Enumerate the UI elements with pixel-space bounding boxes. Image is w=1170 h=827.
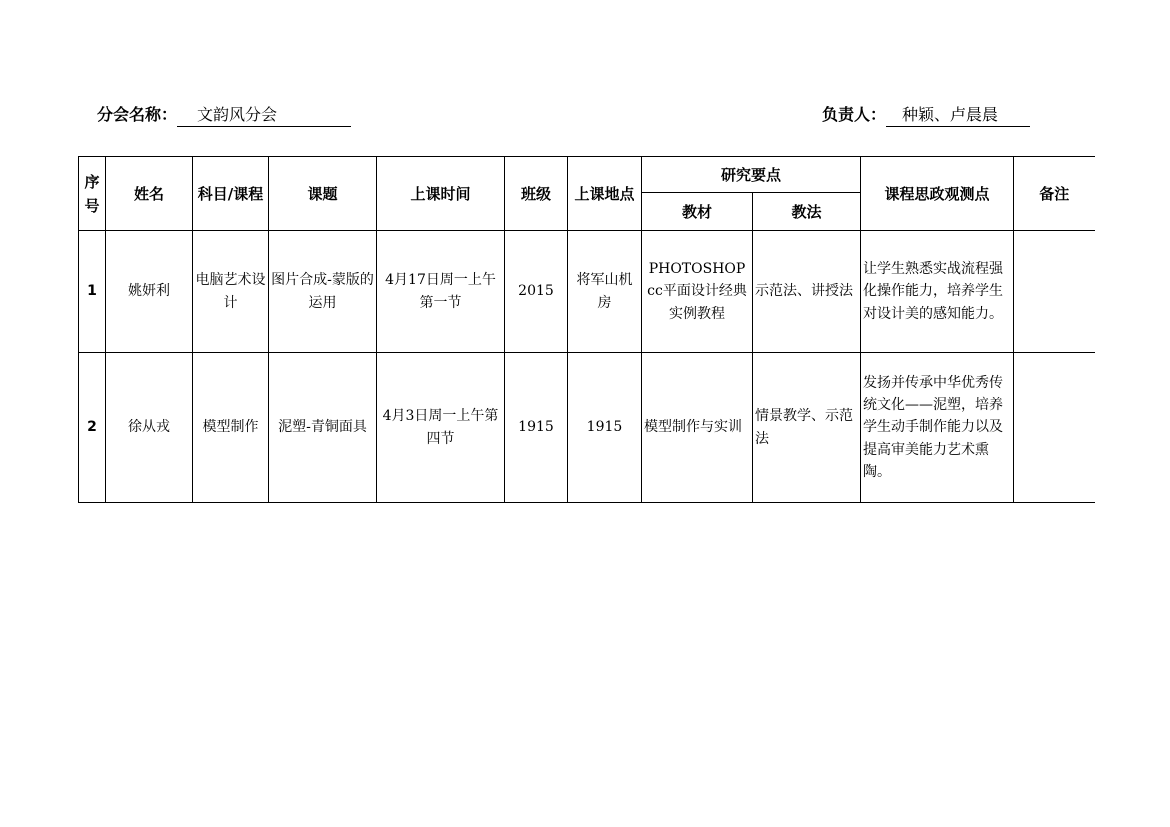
row-material: 模型制作与实训	[642, 353, 753, 503]
branch-value: 文韵风分会	[177, 102, 351, 127]
col-remark: 备注	[1014, 157, 1095, 231]
col-ideology: 课程思政观测点	[861, 157, 1014, 231]
lesson-table	[78, 156, 1095, 503]
row-name: 徐从戎	[106, 353, 193, 503]
row-class: 1915	[505, 353, 568, 503]
row-seq: 2	[79, 353, 106, 503]
col-subject: 科目/课程	[193, 157, 269, 231]
col-material: 教材	[642, 193, 753, 231]
owner-label: 负责人：	[822, 105, 887, 124]
row-subject: 模型制作	[193, 353, 269, 503]
col-seq: 序号	[79, 157, 106, 231]
col-research: 研究要点	[642, 157, 861, 193]
row-name: 姚妍利	[106, 231, 193, 353]
row-time: 4月17日周一上午第一节	[377, 231, 505, 353]
row-class: 2015	[505, 231, 568, 353]
col-class: 班级	[505, 157, 568, 231]
row-topic: 图片合成-蒙版的运用	[269, 231, 377, 353]
owner-value: 种颖、卢晨晨	[886, 102, 1030, 127]
col-name: 姓名	[106, 157, 193, 231]
row-location: 1915	[568, 353, 642, 503]
col-method: 教法	[753, 193, 861, 231]
row-location: 将军山机房	[568, 231, 642, 353]
branch-label: 分会名称：	[97, 105, 178, 124]
row-time: 4月3日周一上午第四节	[377, 353, 505, 503]
table-row	[79, 353, 1095, 503]
row-ideology: 发扬并传承中华优秀传统文化——泥塑，培养学生动手制作能力以及提高审美能力艺术熏陶。	[861, 353, 1014, 503]
row-method: 示范法、讲授法	[753, 231, 861, 353]
row-seq: 1	[79, 231, 106, 353]
row-material: PHOTOSHOP cc平面设计经典实例教程	[642, 231, 753, 353]
row-remark	[1014, 231, 1095, 353]
col-topic: 课题	[269, 157, 377, 231]
col-time: 上课时间	[377, 157, 505, 231]
row-topic: 泥塑-青铜面具	[269, 353, 377, 503]
row-subject: 电脑艺术设计	[193, 231, 269, 353]
row-remark	[1014, 353, 1095, 503]
table-row	[79, 231, 1095, 353]
branch-header	[97, 102, 351, 127]
owner-header	[822, 102, 1030, 127]
row-ideology: 让学生熟悉实战流程强化操作能力，培养学生对设计美的感知能力。	[861, 231, 1014, 353]
col-location: 上课地点	[568, 157, 642, 231]
row-method: 情景教学、示范法	[753, 353, 861, 503]
